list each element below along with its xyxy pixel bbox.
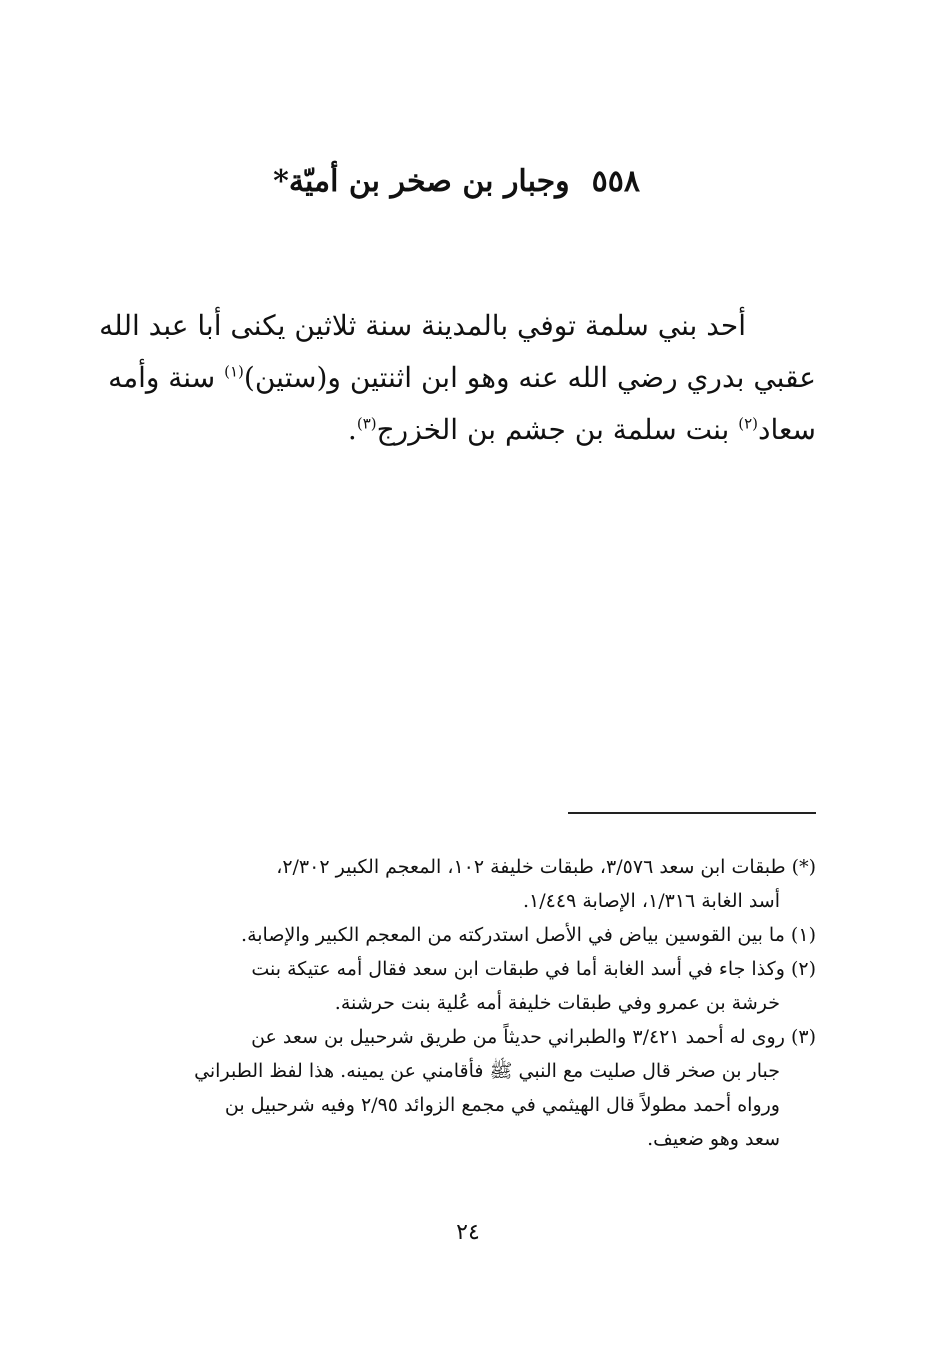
entry-title: وجبار بن صخر بن أميّة* <box>273 164 570 199</box>
body-line-1: أحد بني سلمة توفي بالمدينة سنة ثلاثين يكنى أبا عبد الله <box>99 309 746 342</box>
footnote-star-line-2: أسد الغابة ١/٣١٦، الإصابة ١/٤٤٩. <box>523 890 780 912</box>
footnote-ref-2: (٢) <box>738 414 759 433</box>
footnote-3-line-2: جبار بن صخر قال صليت مع النبي ﷺ فأقامني عن يمينه. هذا لفظ الطبراني <box>194 1060 780 1082</box>
body-line-3 <box>140 404 816 456</box>
body-line-3-end: . <box>347 413 357 446</box>
footnote-separator <box>568 812 816 814</box>
footnote-star-line-1: (*) طبقات ابن سعد ٣/٥٧٦، طبقات خليفة ١٠٢، المعجم الكبير ٢/٣٠٢، <box>276 856 816 878</box>
footnote-star <box>140 850 816 918</box>
footnote-3-line-1: (٣) روى له أحمد ٣/٤٢١ والطبراني حديثاً من طريق شرحبيل بن سعد عن <box>251 1026 816 1048</box>
footnotes <box>140 850 816 1156</box>
footnote-2 <box>140 952 816 1020</box>
footnote-3-line-3: ورواه أحمد مطولاً قال الهيثمي في مجمع الزوائد ٢/٩٥ وفيه شرحبيل بن <box>224 1094 780 1116</box>
footnote-1 <box>140 918 816 952</box>
footnote-ref-3: (٣) <box>356 414 377 433</box>
footnote-2-line-1: (٢) وكذا جاء في أسد الغابة أما في طبقات ابن سعد فقال أمه عتيكة بنت <box>251 958 816 980</box>
body-line-3-text: سعاد <box>758 413 816 446</box>
entry-number: ٥٥٨ <box>591 164 640 199</box>
body-line-3-mid: بنت سلمة بن جشم بن الخزرج <box>376 413 739 446</box>
footnote-2-line-2: خرشة بن عمرو وفي طبقات خليفة أمه عُلية بنت حرشنة. <box>334 992 780 1014</box>
body-line-2-text: عقبي بدري رضي الله عنه وهو ابن اثنتين و(ستين) <box>243 361 816 394</box>
entry-heading <box>220 160 640 204</box>
footnote-3 <box>140 1020 816 1156</box>
footnote-3-line-4: سعد وهو ضعيف. <box>647 1128 780 1150</box>
footnote-1-line-1: (١) ما بين القوسين بياض في الأصل استدركته من المعجم الكبير والإصابة. <box>241 924 816 946</box>
footnote-ref-1: (١) <box>224 362 244 381</box>
page-number: ٢٤ <box>456 1220 480 1245</box>
body-line-2 <box>108 352 816 404</box>
entry-body <box>99 300 816 456</box>
body-line-2-end: سنة وأمه <box>108 361 225 394</box>
